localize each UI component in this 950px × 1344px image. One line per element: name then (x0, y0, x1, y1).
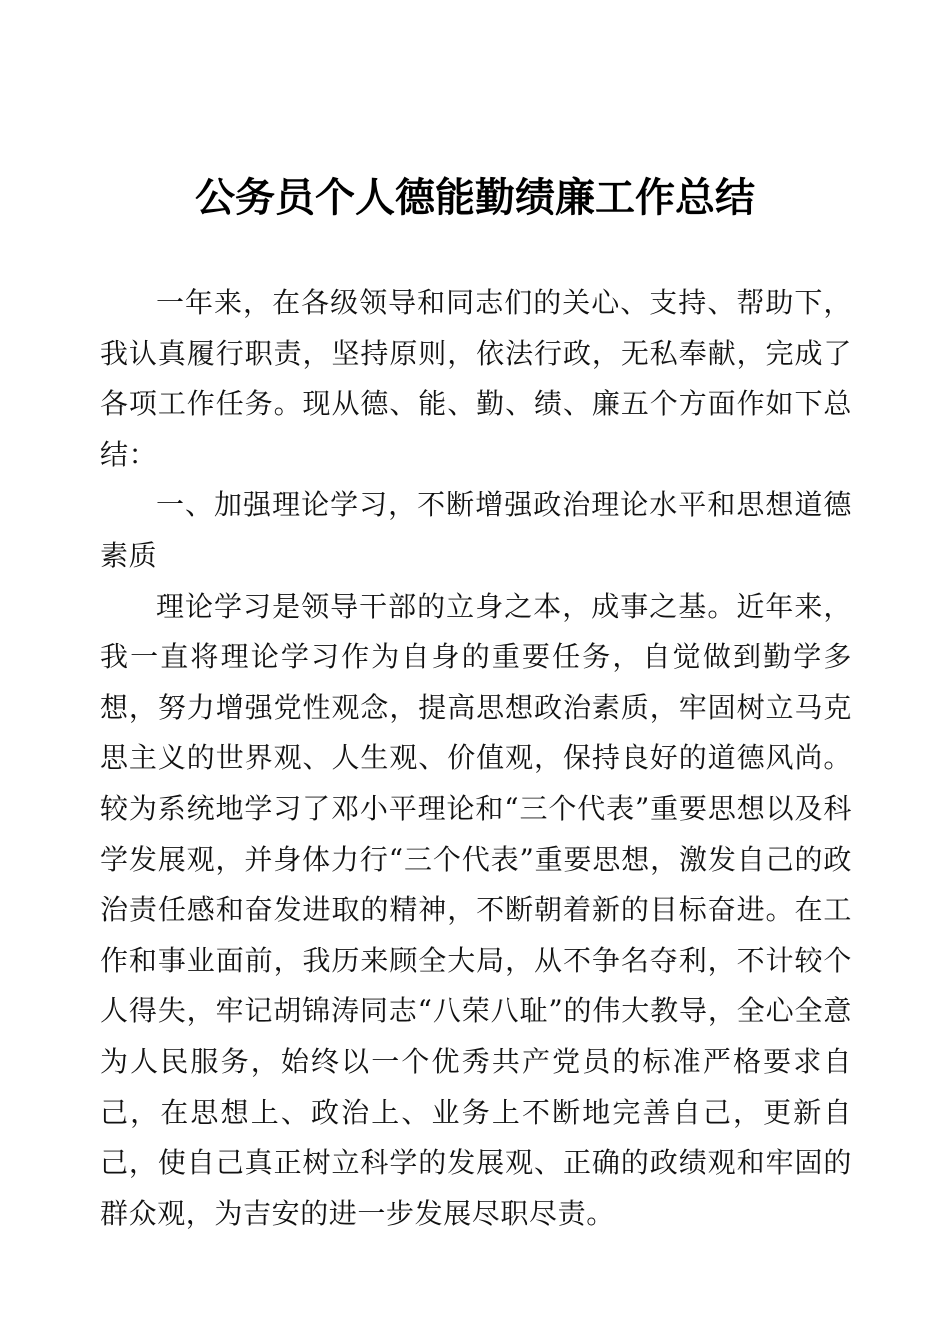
section-1-paragraph: 理论学习是领导干部的立身之本，成事之基。近年来，我一直将理论学习作为自身的重要任务，自觉做到勤学多想，努力增强党性观念，提高思想政治素质，牢固树立马克思主义的世界观、人生观、价值观，保持良好的道德风尚。较为系统地学习了邓小平理论和“三个代表”重要思想以及科学发展观，并身体力行“三个代表”重要思想，激发自己的政治责任感和奋发进取的精神，不断朝着新的目标奋进。在工作和事业面前，我历来顾全大局，从不争名夺利，不计较个人得失，牢记胡锦涛同志“八荣八耻”的伟大教导，全心全意为人民服务，始终以一个优秀共产党员的标准严格要求自己，在思想上、政治上、业务上不断地完善自己，更新自己，使自己真正树立科学的发展观、正确的政绩观和牢固的群众观，为吉安的进一步发展尽职尽责。 (100, 589, 852, 1230)
document-title: 公务员个人德能勤绩廉工作总结 (195, 174, 755, 221)
document-body (100, 278, 852, 1239)
intro-paragraph: 一年来，在各级领导和同志们的关心、支持、帮助下，我认真履行职责，坚持原则，依法行政，无私奉献，完成了各项工作任务。现从德、能、勤、绩、廉五个方面作如下总结： (100, 286, 852, 471)
section-heading-1: 一、加强理论学习，不断增强政治理论水平和思想道德素质 (100, 488, 852, 572)
